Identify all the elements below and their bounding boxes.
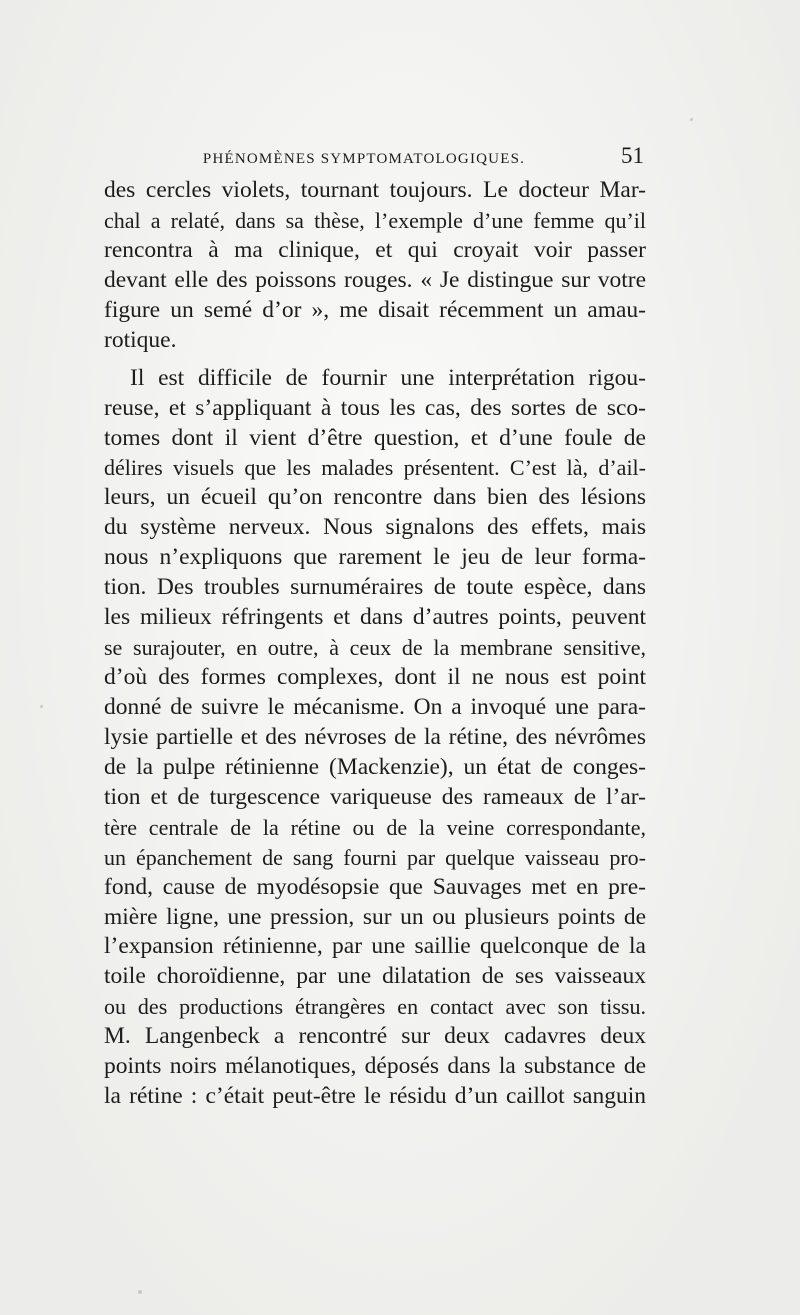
text-line: devant elle des poissons rouges. « Je distingue sur votre [104, 266, 646, 293]
text-line: fond, cause de myodésopsie que Sauvages met en pre- [104, 873, 646, 900]
text-line: du système nerveux. Nous signalons des effets, mais [104, 514, 646, 541]
text-line: ou des productions étrangères en contact avec son tissu. [104, 994, 646, 1020]
text-line: reuse, et s’appliquant à tous les cas, des sortes de sco- [104, 394, 646, 421]
text-line: points noirs mélanotiques, déposés dans la substance de [104, 1053, 646, 1080]
running-title: PHÉNOMÈNES SYMPTOMATOLOGIQUES. [202, 151, 526, 167]
text-line: M. Langenbeck a rencontré sur deux cadavres deux [104, 1023, 646, 1050]
body-text [104, 176, 646, 1112]
text-line: tomes dont il vient d’être question, et d’une foule de [104, 424, 646, 451]
text-line: nous n’expliquons que rarement le jeu de leur forma- [104, 544, 646, 571]
text-line: tion. Des troubles surnuméraires de toute espèce, dans [104, 574, 646, 601]
text-line: tère centrale de la rétine ou de la veine correspondante, [104, 814, 646, 840]
text-line: de la pulpe rétinienne (Mackenzie), un état de conges- [104, 753, 646, 780]
page-number: 51 [621, 143, 644, 168]
text-line: mière ligne, une pression, sur un ou plusieurs points de [104, 903, 646, 930]
text-line: rencontra à ma clinique, et qui croyait voir passer [104, 236, 646, 263]
text-line: figure un semé d’or », me disait récemment un amau- [104, 296, 646, 323]
text-line: se surajouter, en outre, à ceux de la membrane sensitive, [104, 635, 646, 661]
text-line: l’expansion rétinienne, par une saillie quelconque de la [104, 933, 646, 960]
text-line: lysie partielle et des névroses de la rétine, des névrômes [104, 723, 646, 750]
text-line: Il est difficile de fournir une interprétation rigou- [130, 364, 646, 391]
text-line: leurs, un écueil qu’on rencontre dans bien des lésions [104, 484, 646, 511]
paper-speck [40, 705, 43, 708]
running-head [104, 143, 644, 173]
paper-speck [138, 1290, 142, 1294]
text-line: délires visuels que les malades présentent. C’est là, d’ail- [104, 455, 646, 481]
text-line: des cercles violets, tournant toujours. Le docteur Mar- [104, 177, 646, 203]
text-line: un épanchement de sang fourni par quelque vaisseau pro- [104, 844, 646, 870]
text-line: chal a relaté, dans sa thèse, l’exemple d’une femme qu’il [104, 207, 646, 233]
text-line: les milieux réfringents et dans d’autres points, peuvent [104, 604, 646, 631]
text-line: d’où des formes complexes, dont il ne nous est point [104, 664, 646, 690]
text-line: tion et de turgescence variqueuse des rameaux de l’ar- [104, 783, 646, 810]
text-line: la rétine : c’était peut-être le résidu d’un caillot sanguin [104, 1083, 646, 1110]
paragraph-gap [104, 356, 646, 364]
paper-speck [690, 118, 693, 121]
text-line: rotique. [104, 326, 177, 353]
text-line: toile choroïdienne, par une dilatation de ses vaisseaux [104, 963, 646, 990]
text-line: donné de suivre le mécanisme. On a invoqué une para- [104, 693, 646, 720]
